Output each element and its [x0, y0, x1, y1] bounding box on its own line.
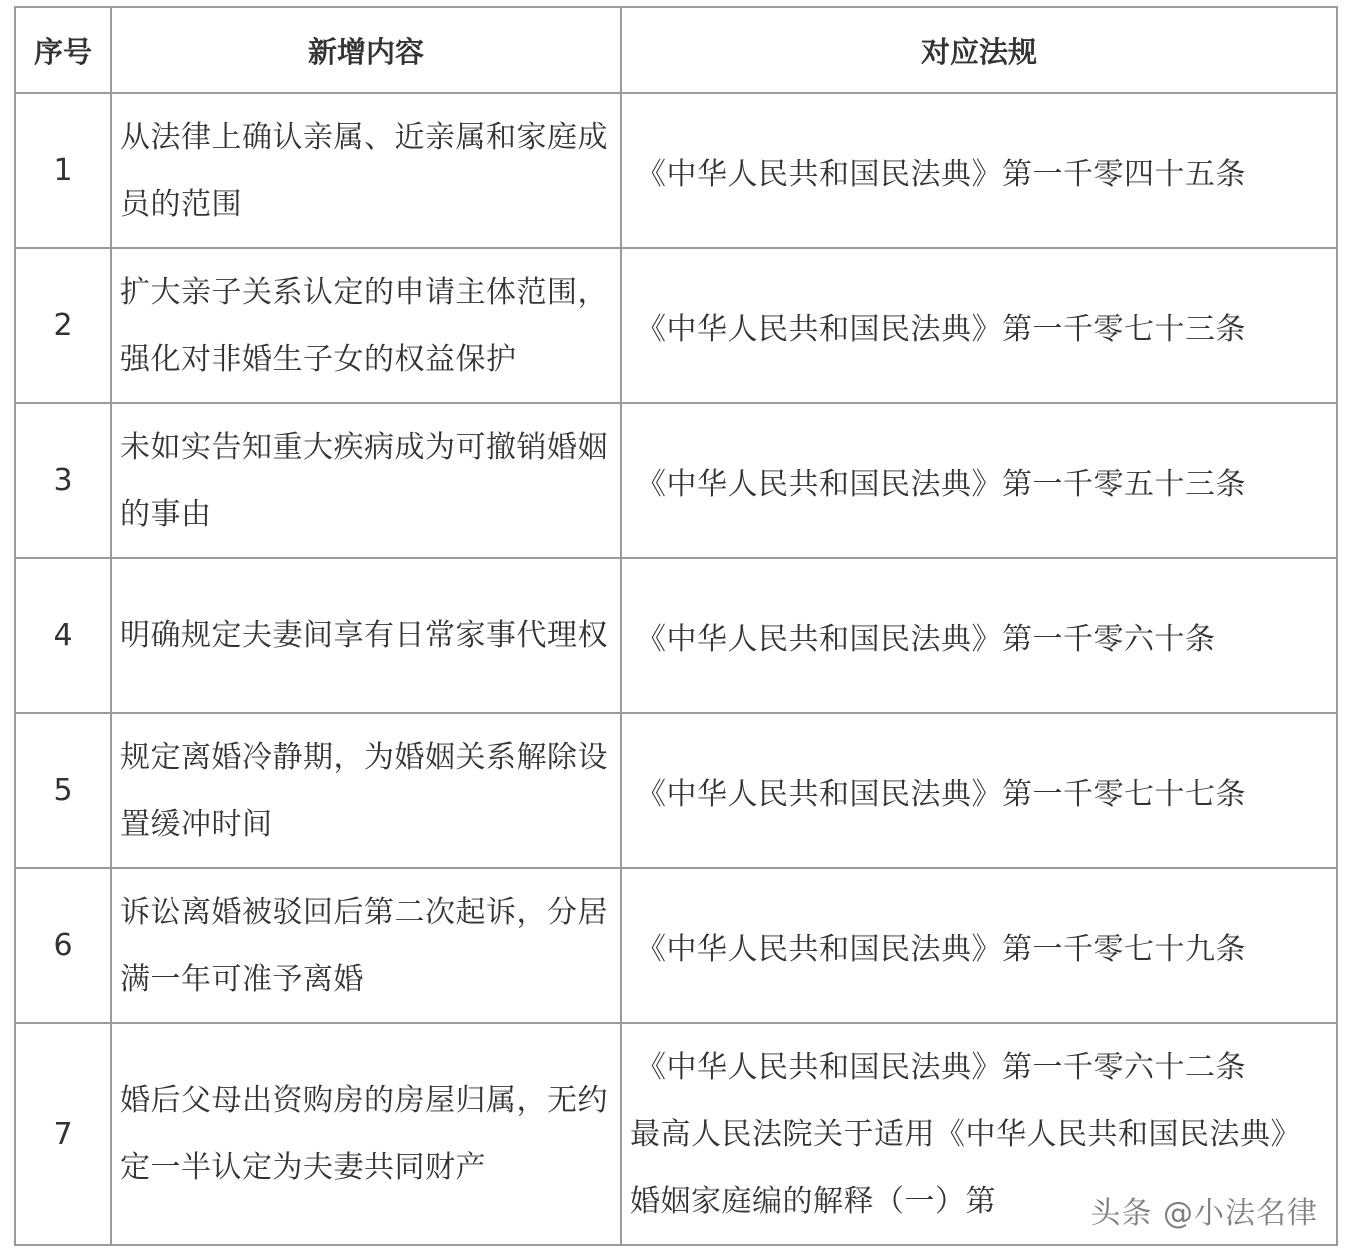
- row-content: 扩大亲子关系认定的申请主体范围，强化对非婚生子女的权益保护: [111, 248, 621, 403]
- row-number: 1: [15, 93, 111, 248]
- row-content: 规定离婚冷静期，为婚姻关系解除设置缓冲时间: [111, 713, 621, 868]
- row-number: 7: [15, 1023, 111, 1245]
- row-number: 4: [15, 558, 111, 713]
- row-content: 婚后父母出资购房的房屋归属，无约定一半认定为夫妻共同财产: [111, 1023, 621, 1245]
- row-content: 诉讼离婚被驳回后第二次起诉，分居满一年可准予离婚: [111, 868, 621, 1023]
- table-row: [15, 713, 1337, 868]
- row-law: 《中华人民共和国民法典》第一千零七十三条: [621, 248, 1337, 403]
- row-number: 2: [15, 248, 111, 403]
- table-row: [15, 868, 1337, 1023]
- table-row: [15, 93, 1337, 248]
- header-serial-number: 序号: [15, 7, 111, 93]
- table-row: [15, 403, 1337, 558]
- law-table-container: [14, 6, 1336, 1246]
- row-number: 6: [15, 868, 111, 1023]
- header-new-content: 新增内容: [111, 7, 621, 93]
- row-law-line: 最高人民法院关于适用《中华人民共和国民法典》婚姻家庭编的解释（一）第: [630, 1116, 1301, 1219]
- row-number: 5: [15, 713, 111, 868]
- table-row: [15, 248, 1337, 403]
- row-content: 明确规定夫妻间享有日常家事代理权: [111, 558, 621, 713]
- row-law-line: 《中华人民共和国民法典》第一千零六十二条: [636, 1049, 1246, 1085]
- table-header-row: [15, 7, 1337, 93]
- row-number: 3: [15, 403, 111, 558]
- row-law: 《中华人民共和国民法典》第一千零四十五条: [621, 93, 1337, 248]
- row-law: 《中华人民共和国民法典》第一千零五十三条: [621, 403, 1337, 558]
- row-law: 《中华人民共和国民法典》第一千零七十七条: [621, 713, 1337, 868]
- header-corresponding-law: 对应法规: [621, 7, 1337, 93]
- row-content: 未如实告知重大疾病成为可撤销婚姻的事由: [111, 403, 621, 558]
- watermark: 头条 @小法名律: [1090, 1188, 1318, 1232]
- row-law: 《中华人民共和国民法典》第一千零七十九条: [621, 868, 1337, 1023]
- table-row: [15, 558, 1337, 713]
- row-content: 从法律上确认亲属、近亲属和家庭成员的范围: [111, 93, 621, 248]
- row-law: 《中华人民共和国民法典》第一千零六十条: [621, 558, 1337, 713]
- law-table: [14, 6, 1338, 1246]
